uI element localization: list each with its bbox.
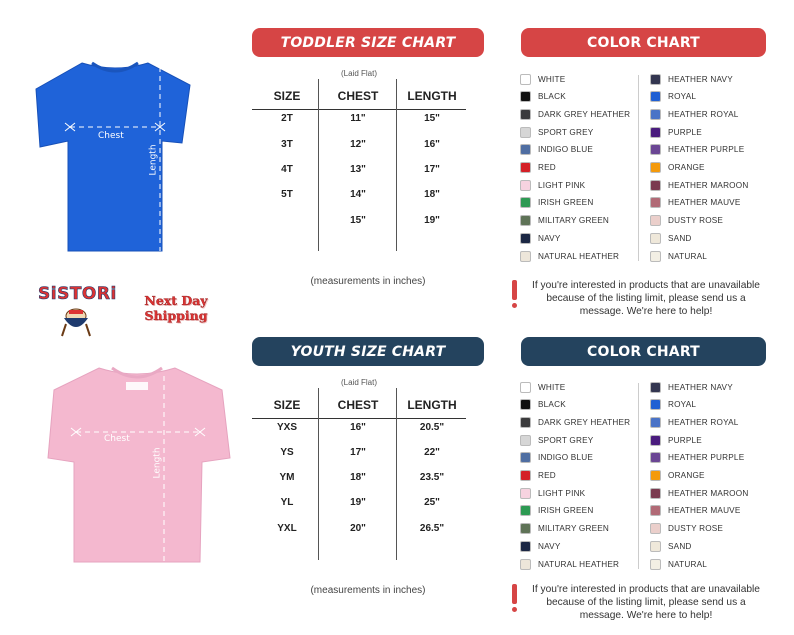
color-swatch-row (650, 197, 741, 209)
color-name: LIGHT PINK (538, 180, 586, 190)
color-swatch (650, 488, 661, 499)
toddler-chest-label: Chest (98, 131, 124, 141)
toddler-row-5-length: 19" (424, 215, 440, 226)
color-swatch-row (520, 470, 556, 482)
color-name: HEATHER NAVY (668, 382, 733, 392)
color-swatch-row (520, 250, 619, 262)
color-name: INDIGO BLUE (538, 453, 593, 463)
color-swatch-row (650, 232, 692, 244)
color-swatch (520, 197, 531, 208)
color-name: SPORT GREY (538, 127, 594, 137)
toddler-header-length: LENGTH (407, 89, 457, 103)
color-swatch-row (520, 523, 609, 535)
color-name: BLACK (538, 400, 566, 410)
color-name: ORANGE (668, 163, 705, 172)
color-swatch (520, 144, 531, 155)
alert-exclamation-icon (512, 584, 518, 612)
color-chart-bottom-message-text: If you're interested in products that are unavailable because of the listing limit, please send us a message. We're here to help! (532, 584, 760, 621)
color-swatch-row (520, 416, 630, 428)
color-swatch-row (520, 505, 593, 517)
color-swatch (650, 233, 661, 244)
color-swatch (650, 251, 661, 262)
color-chart-top (520, 73, 776, 265)
color-swatch (650, 109, 661, 120)
color-swatch (650, 127, 661, 138)
sistori-mascot-icon (56, 302, 96, 338)
youth-header-length: LENGTH (407, 398, 457, 412)
color-swatch-row (520, 91, 566, 103)
toddler-row-3-length: 17" (424, 164, 440, 175)
toddler-header-size: SIZE (273, 89, 301, 103)
color-name: SAND (668, 541, 692, 551)
color-swatch-row (650, 540, 692, 552)
youth-size-chart-title: YOUTH SIZE CHART (252, 337, 484, 366)
toddler-header-divider (252, 109, 466, 110)
color-name: NATURAL HEATHER (538, 251, 620, 261)
color-swatch (650, 91, 661, 102)
color-swatch-row (520, 108, 630, 120)
sistori-logo-text: SiSTORi (38, 284, 117, 304)
color-name: MILITARY GREEN (538, 524, 610, 534)
color-name: HEATHER PURPLE (668, 145, 745, 155)
toddler-row-4-size: 5T (281, 189, 293, 200)
color-swatch (650, 417, 661, 428)
color-name: BLACK (538, 92, 566, 102)
color-swatch-row (650, 452, 744, 464)
color-swatch (520, 505, 531, 516)
youth-row-1-length: 20.5" (419, 422, 445, 433)
color-swatch (520, 109, 531, 120)
youth-row-5-length: 26.5" (419, 523, 445, 534)
color-swatch (520, 523, 531, 534)
color-swatch-row (520, 487, 585, 499)
color-swatch (650, 452, 661, 463)
color-swatch-row (520, 381, 565, 393)
color-swatch-row (650, 381, 733, 393)
color-name: DUSTY ROSE (668, 216, 724, 226)
toddler-measurement-note: (measurements in inches) (310, 276, 426, 287)
color-swatch (520, 215, 531, 226)
color-name: HEATHER MAROON (668, 488, 749, 498)
color-chart-top-message-text: If you're interested in products that are unavailable because of the listing limit, please send us a message. We're here to help! (532, 280, 760, 317)
color-swatch-row (520, 452, 593, 464)
color-name: DARK GREY HEATHER (538, 109, 631, 119)
color-swatch (520, 417, 531, 428)
youth-row-1-chest: 16" (350, 422, 366, 433)
toddler-laid-flat-label: (Laid Flat) (340, 69, 377, 78)
color-swatch (650, 180, 661, 191)
color-name: IRISH GREEN (538, 198, 594, 208)
color-swatch (520, 435, 531, 446)
color-name: ROYAL (668, 400, 697, 410)
youth-row-4-size: YL (280, 497, 294, 508)
color-swatch-row (650, 162, 705, 174)
youth-row-3-size: YM (279, 472, 295, 483)
color-name: HEATHER MAUVE (668, 506, 741, 516)
color-swatch (650, 215, 661, 226)
color-swatch-row (650, 523, 723, 535)
color-name: SAND (668, 233, 692, 243)
color-name: DARK GREY HEATHER (538, 417, 631, 427)
toddler-row-2-chest: 12" (350, 139, 366, 150)
color-swatch (650, 144, 661, 155)
color-swatch (520, 251, 531, 262)
color-name: ROYAL (668, 92, 697, 102)
youth-row-5-size: YXL (277, 523, 297, 534)
toddler-row-2-size: 3T (281, 139, 293, 150)
toddler-shirt-body (36, 63, 190, 251)
toddler-col-divider-1 (318, 79, 319, 251)
color-swatch-row (520, 434, 593, 446)
toddler-row-5-chest: 15" (350, 215, 366, 226)
color-swatch-row (650, 399, 696, 411)
color-name: WHITE (538, 382, 566, 392)
color-swatch-row (520, 540, 561, 552)
next-day-shipping-badge (136, 293, 216, 323)
color-swatch-row (520, 126, 593, 138)
color-swatch (520, 74, 531, 85)
youth-row-5-chest: 20" (350, 523, 366, 534)
color-swatch-row (650, 144, 744, 156)
color-name: LIGHT PINK (538, 488, 586, 498)
color-swatch-row (520, 144, 593, 156)
youth-size-table (252, 376, 466, 566)
shipping-line-1: Next Day (144, 293, 208, 308)
color-swatch-row (650, 215, 723, 227)
color-name: RED (538, 163, 556, 172)
color-swatch (520, 233, 531, 244)
shipping-line-2: Shipping (144, 308, 208, 323)
color-swatch-row (520, 73, 565, 85)
toddler-row-2-length: 16" (424, 139, 440, 150)
youth-measurement-note: (measurements in inches) (310, 585, 426, 596)
color-name: RED (538, 471, 556, 480)
color-chart-bottom (520, 381, 776, 573)
color-swatch (520, 488, 531, 499)
color-swatch-row (520, 215, 609, 227)
toddler-row-1-chest: 11" (350, 113, 366, 124)
color-name: HEATHER PURPLE (668, 453, 745, 463)
color-swatch-row (650, 108, 739, 120)
color-swatch-row (520, 232, 561, 244)
toddler-header-chest: CHEST (337, 89, 379, 103)
toddler-row-3-size: 4T (281, 164, 293, 175)
toddler-row-4-chest: 14" (350, 189, 366, 200)
color-swatch-row (650, 505, 741, 517)
color-swatch (520, 127, 531, 138)
toddler-shirt-image (30, 55, 200, 255)
youth-chest-label: Chest (104, 434, 130, 444)
color-name: PURPLE (668, 127, 702, 137)
color-swatch-row (650, 91, 696, 103)
color-swatch (520, 162, 531, 173)
color-swatch (650, 382, 661, 393)
color-swatch-row (650, 434, 702, 446)
color-swatch-row (520, 162, 556, 174)
color-swatch (650, 523, 661, 534)
youth-laid-flat-label: (Laid Flat) (340, 378, 377, 387)
color-swatch-row (650, 487, 748, 499)
color-name: NAVY (538, 233, 561, 243)
color-swatch (650, 435, 661, 446)
youth-row-3-length: 23.5" (419, 472, 445, 483)
youth-row-2-chest: 17" (350, 447, 366, 458)
youth-length-label: Length (152, 447, 163, 479)
color-swatch (520, 470, 531, 481)
color-swatch (520, 382, 531, 393)
color-swatch (650, 197, 661, 208)
color-swatch (650, 505, 661, 516)
youth-shirt-body (48, 368, 230, 562)
color-chart-bottom-title: COLOR CHART (521, 337, 766, 366)
color-name: MILITARY GREEN (538, 216, 610, 226)
toddler-row-3-chest: 13" (350, 164, 366, 175)
color-swatch (650, 541, 661, 552)
color-name: DUSTY ROSE (668, 524, 724, 534)
color-name: ORANGE (668, 471, 705, 480)
toddler-col-divider-2 (396, 79, 397, 251)
color-name: HEATHER ROYAL (668, 109, 739, 119)
youth-header-size: SIZE (273, 398, 301, 412)
color-swatch-row (650, 250, 707, 262)
color-name: HEATHER MAUVE (668, 198, 741, 208)
youth-header-chest: CHEST (337, 398, 379, 412)
color-swatch-row (520, 558, 619, 570)
color-name: SPORT GREY (538, 435, 594, 445)
youth-row-4-length: 25" (424, 497, 440, 508)
color-swatch-row (650, 416, 739, 428)
color-chart-top-title: COLOR CHART (521, 28, 766, 57)
color-swatch-row (520, 197, 593, 209)
color-name: IRISH GREEN (538, 506, 594, 516)
color-swatch-row (520, 399, 566, 411)
color-name: HEATHER NAVY (668, 74, 733, 84)
color-name: NATURAL HEATHER (538, 559, 620, 569)
color-swatch (520, 559, 531, 570)
toddler-length-label: Length (148, 144, 159, 176)
color-name: WHITE (538, 74, 566, 84)
color-swatch (520, 91, 531, 102)
youth-row-2-size: YS (280, 447, 294, 458)
sistori-logo (36, 282, 131, 342)
color-chart-top-divider (638, 75, 639, 261)
youth-col-divider-1 (318, 388, 319, 560)
color-swatch-row (650, 73, 733, 85)
color-name: NATURAL (668, 559, 708, 569)
toddler-size-table (252, 67, 466, 257)
toddler-row-1-length: 15" (424, 113, 440, 124)
color-swatch (650, 162, 661, 173)
color-swatch (650, 559, 661, 570)
youth-row-3-chest: 18" (350, 472, 366, 483)
youth-col-divider-2 (396, 388, 397, 560)
color-name: HEATHER ROYAL (668, 417, 739, 427)
youth-row-2-length: 22" (424, 447, 440, 458)
color-swatch (520, 452, 531, 463)
color-name: PURPLE (668, 435, 702, 445)
color-swatch-row (520, 179, 585, 191)
youth-header-divider (252, 418, 466, 419)
color-swatch (650, 470, 661, 481)
color-name: NATURAL (668, 251, 708, 261)
color-swatch (520, 541, 531, 552)
color-swatch (520, 180, 531, 191)
color-swatch (650, 74, 661, 85)
youth-row-1-size: YXS (276, 422, 297, 433)
color-swatch-row (650, 558, 707, 570)
color-swatch-row (650, 470, 705, 482)
toddler-size-chart-title: TODDLER SIZE CHART (252, 28, 484, 57)
toddler-row-1-size: 2T (281, 113, 293, 124)
color-swatch-row (650, 179, 748, 191)
youth-row-4-chest: 19" (350, 497, 366, 508)
color-name: INDIGO BLUE (538, 145, 593, 155)
color-swatch (650, 399, 661, 410)
color-chart-bottom-divider (638, 383, 639, 569)
toddler-row-4-length: 18" (424, 189, 440, 200)
color-swatch-row (650, 126, 702, 138)
color-swatch (520, 399, 531, 410)
color-name: NAVY (538, 541, 561, 551)
alert-exclamation-icon (512, 280, 518, 308)
color-name: HEATHER MAROON (668, 180, 749, 190)
youth-shirt-image (44, 362, 234, 567)
